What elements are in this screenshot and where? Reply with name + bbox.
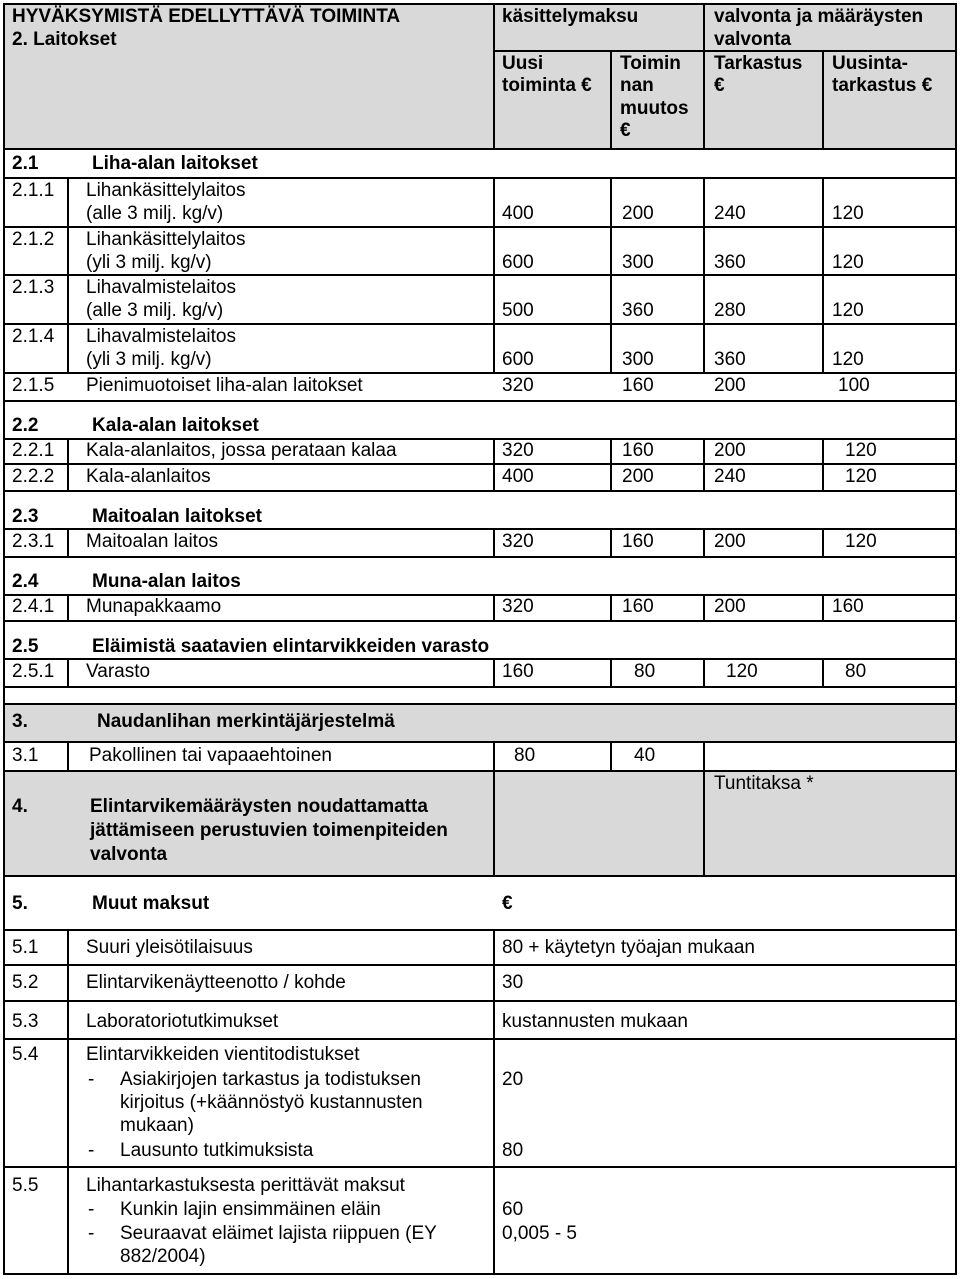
value-change: 200 [622, 466, 654, 487]
value-new: 400 [502, 203, 534, 224]
section-title: jättämiseen perustuvien toimenpiteiden [90, 820, 448, 841]
rule [703, 594, 705, 622]
rule [493, 741, 495, 772]
row-number: 5.3 [12, 1011, 39, 1032]
rule [493, 929, 495, 1275]
list-item: Kunkin lajin ensimmäinen eläin [120, 1199, 381, 1220]
value-reinspection: 100 [838, 375, 870, 396]
row-value: 80 + käytetyn työajan mukaan [502, 937, 755, 958]
row-label: (yli 3 milj. kg/v) [86, 252, 212, 273]
value-inspection: 200 [714, 531, 746, 552]
rule [703, 658, 705, 688]
rule [493, 528, 495, 558]
currency-label: € [502, 893, 513, 914]
rule [703, 438, 705, 492]
rule [4, 274, 956, 276]
list-dash: - [88, 1069, 95, 1090]
value-new: 600 [502, 252, 534, 273]
row-label: Maitoalan laitos [86, 531, 219, 552]
column-inspection: Tarkastus [714, 53, 803, 74]
list-item: mukaan) [120, 1115, 194, 1136]
rule [822, 658, 824, 688]
row-number: 2.4.1 [12, 596, 55, 617]
rule [3, 3, 5, 1275]
value-inspection: 240 [714, 203, 746, 224]
section-title: Muut maksut [92, 893, 210, 914]
rule [703, 741, 705, 772]
row-value: 0,005 - 5 [502, 1223, 577, 1244]
value-inspection: 360 [714, 349, 746, 370]
list-item: kirjoitus (+käännöstyö kustannusten [120, 1092, 423, 1113]
value-reinspection: 120 [832, 300, 864, 321]
rule [4, 556, 956, 558]
rule [822, 177, 824, 374]
row-label: Pakollinen tai vapaaehtoinen [89, 745, 332, 766]
rule [67, 438, 69, 492]
rule [4, 1273, 956, 1275]
rule [4, 741, 956, 743]
rule [67, 177, 69, 374]
rule [4, 929, 956, 931]
row-label: (yli 3 milj. kg/v) [86, 349, 212, 370]
row-number: 3.1 [12, 745, 39, 766]
value-reinspection: 120 [845, 440, 877, 461]
row-number: 2.2.1 [12, 440, 55, 461]
rule [4, 686, 956, 688]
row-label: Lihantarkastuksesta perittävät maksut [86, 1175, 405, 1196]
rule [4, 177, 956, 179]
value-change: 300 [622, 349, 654, 370]
rule [703, 770, 705, 877]
value-inspection: 360 [714, 252, 746, 273]
row-label: Elintarvikkeiden vientitodistukset [86, 1044, 360, 1065]
list-item: Asiakirjojen tarkastus ja todistuksen [120, 1069, 421, 1090]
value-change: 360 [622, 300, 654, 321]
value-reinspection: 120 [832, 349, 864, 370]
rule [4, 528, 956, 530]
rule [610, 528, 612, 558]
row-label: Kala-alanlaitos, jossa perataan kalaa [86, 440, 397, 461]
section-title: Eläimistä saatavien elintarvikkeiden varasto [92, 636, 490, 657]
rule [493, 594, 495, 622]
section-number: 2.2 [12, 415, 39, 436]
section-title: Naudanlihan merkintäjärjestelmä [97, 711, 395, 732]
value-reinspection: 160 [832, 596, 864, 617]
rule [4, 1038, 956, 1040]
value-inspection: 120 [726, 661, 758, 682]
value-change: 40 [634, 745, 656, 766]
rule [67, 929, 69, 1275]
list-item: Lausunto tutkimuksista [120, 1140, 314, 1161]
rule [822, 594, 824, 622]
rule [4, 620, 956, 622]
rule [4, 323, 956, 325]
rule [493, 3, 495, 150]
column-group-supervision: valvonta [714, 29, 792, 50]
rule [822, 50, 824, 150]
value-reinspection: 120 [832, 252, 864, 273]
rule [67, 594, 69, 622]
section-title: Maitoalan laitokset [92, 506, 262, 527]
section-number: 3. [12, 711, 28, 732]
row-label: Lihavalmistelaitos [86, 277, 236, 298]
row-value: 30 [502, 972, 524, 993]
document-title: HYVÄKSYMISTÄ EDELLYTTÄVÄ TOIMINTA [12, 6, 401, 27]
section-number: 5. [12, 893, 28, 914]
rule [493, 177, 495, 374]
rule [4, 875, 956, 877]
section-number: 2.5 [12, 636, 39, 657]
section-number: 4. [12, 796, 28, 817]
row-label: Varasto [86, 661, 151, 682]
rule [610, 658, 612, 688]
row-label: Laboratoriotutkimukset [86, 1011, 279, 1032]
value-inspection: 200 [714, 440, 746, 461]
document-subtitle: 2. Laitokset [12, 29, 117, 50]
rule [4, 3, 956, 5]
section-title: Kala-alan laitokset [92, 415, 259, 436]
section-title: Elintarvikemääräysten noudattamatta [90, 796, 428, 817]
rule [610, 741, 612, 772]
column-group-fee: käsittelymaksu [502, 6, 639, 27]
rule [493, 658, 495, 688]
rule [4, 1166, 956, 1168]
section-title: Liha-alan laitokset [92, 153, 258, 174]
rule [955, 3, 957, 1275]
value-reinspection: 80 [845, 661, 867, 682]
value-change: 300 [622, 252, 654, 273]
column-reinspection: Uusinta- [832, 53, 908, 74]
row-value: kustannusten mukaan [502, 1011, 688, 1032]
value-change: 80 [634, 661, 656, 682]
list-dash: - [88, 1140, 95, 1161]
row-number: 2.1.3 [12, 277, 55, 298]
rule [4, 490, 956, 492]
section-number: 2.4 [12, 571, 39, 592]
column-inspection: € [714, 75, 725, 96]
column-new-activity: toiminta € [502, 75, 592, 96]
row-value: 60 [502, 1199, 524, 1220]
value-inspection: 200 [714, 375, 746, 396]
row-label: Lihavalmistelaitos [86, 326, 236, 347]
row-number: 5.2 [12, 972, 39, 993]
row-value: 80 [502, 1140, 524, 1161]
row-label: Elintarvikenäytteenotto / kohde [86, 972, 346, 993]
rule [822, 528, 824, 558]
rule [610, 438, 612, 492]
rule [4, 400, 956, 402]
value-new: 400 [502, 466, 534, 487]
rule [4, 1000, 956, 1002]
rule [4, 226, 956, 228]
rule [703, 528, 705, 558]
row-number: 5.1 [12, 937, 39, 958]
rule [67, 528, 69, 558]
rule [4, 964, 956, 966]
column-group-supervision: valvonta ja määräysten [714, 6, 924, 27]
list-dash: - [88, 1223, 95, 1244]
value-inspection: 200 [714, 596, 746, 617]
rule [703, 177, 705, 374]
section-title: Muna-alan laitos [92, 571, 241, 592]
rule [822, 438, 824, 492]
value-reinspection: 120 [845, 466, 877, 487]
row-label: Munapakkaamo [86, 596, 222, 617]
section-number: 2.3 [12, 506, 39, 527]
value-new: 320 [502, 596, 534, 617]
rule [493, 438, 495, 492]
value-inspection: 240 [714, 466, 746, 487]
row-number: 2.1.1 [12, 180, 55, 201]
row-number: 2.5.1 [12, 661, 55, 682]
value-new: 600 [502, 349, 534, 370]
value-new: 320 [502, 375, 534, 396]
rule [610, 594, 612, 622]
value-change: 160 [622, 531, 654, 552]
column-change: Toimin [620, 53, 681, 74]
value-new: 160 [502, 661, 534, 682]
rule [493, 770, 495, 877]
rule [703, 3, 705, 150]
row-label: (alle 3 milj. kg/v) [86, 203, 224, 224]
value-inspection: 280 [714, 300, 746, 321]
row-label: Suuri yleisötilaisuus [86, 937, 253, 958]
row-number: 5.5 [12, 1175, 39, 1196]
value-change: 200 [622, 203, 654, 224]
rule [67, 741, 69, 772]
row-number: 2.1.2 [12, 229, 55, 250]
row-label: Pienimuotoiset liha-alan laitokset [86, 375, 363, 396]
list-dash: - [88, 1199, 95, 1220]
row-number: 2.1.5 [12, 375, 55, 396]
value-new: 80 [514, 745, 536, 766]
row-label: Kala-alanlaitos [86, 466, 211, 487]
row-number: 2.2.2 [12, 466, 55, 487]
hourly-rate-label: Tuntitaksa * [714, 773, 814, 794]
value-new: 320 [502, 440, 534, 461]
column-reinspection: tarkastus € [832, 75, 933, 96]
row-number: 2.3.1 [12, 531, 55, 552]
value-reinspection: 120 [832, 203, 864, 224]
value-new: 320 [502, 531, 534, 552]
row-number: 2.1.4 [12, 326, 55, 347]
column-new-activity: Uusi [502, 53, 544, 74]
row-label: (alle 3 milj. kg/v) [86, 300, 224, 321]
rule [610, 50, 612, 150]
value-new: 500 [502, 300, 534, 321]
section-number: 2.1 [12, 153, 39, 174]
list-item: Seuraavat eläimet lajista riippuen (EY [120, 1223, 437, 1244]
rule [4, 658, 956, 660]
row-label: Lihankäsittelylaitos [86, 180, 246, 201]
rule [4, 372, 956, 374]
row-value: 20 [502, 1069, 524, 1090]
rule [4, 703, 956, 705]
rule [4, 463, 956, 465]
column-change: € [620, 120, 631, 141]
section-title: valvonta [90, 844, 168, 865]
value-change: 160 [622, 440, 654, 461]
rule [67, 658, 69, 688]
row-number: 5.4 [12, 1044, 39, 1065]
list-item: 882/2004) [120, 1246, 206, 1267]
column-change: muutos [620, 98, 689, 119]
rule [4, 148, 956, 150]
rule [4, 770, 956, 772]
value-reinspection: 120 [845, 531, 877, 552]
column-change: nan [620, 75, 654, 96]
row-label: Lihankäsittelylaitos [86, 229, 246, 250]
value-change: 160 [622, 596, 654, 617]
rule [610, 177, 612, 374]
value-change: 160 [622, 375, 654, 396]
